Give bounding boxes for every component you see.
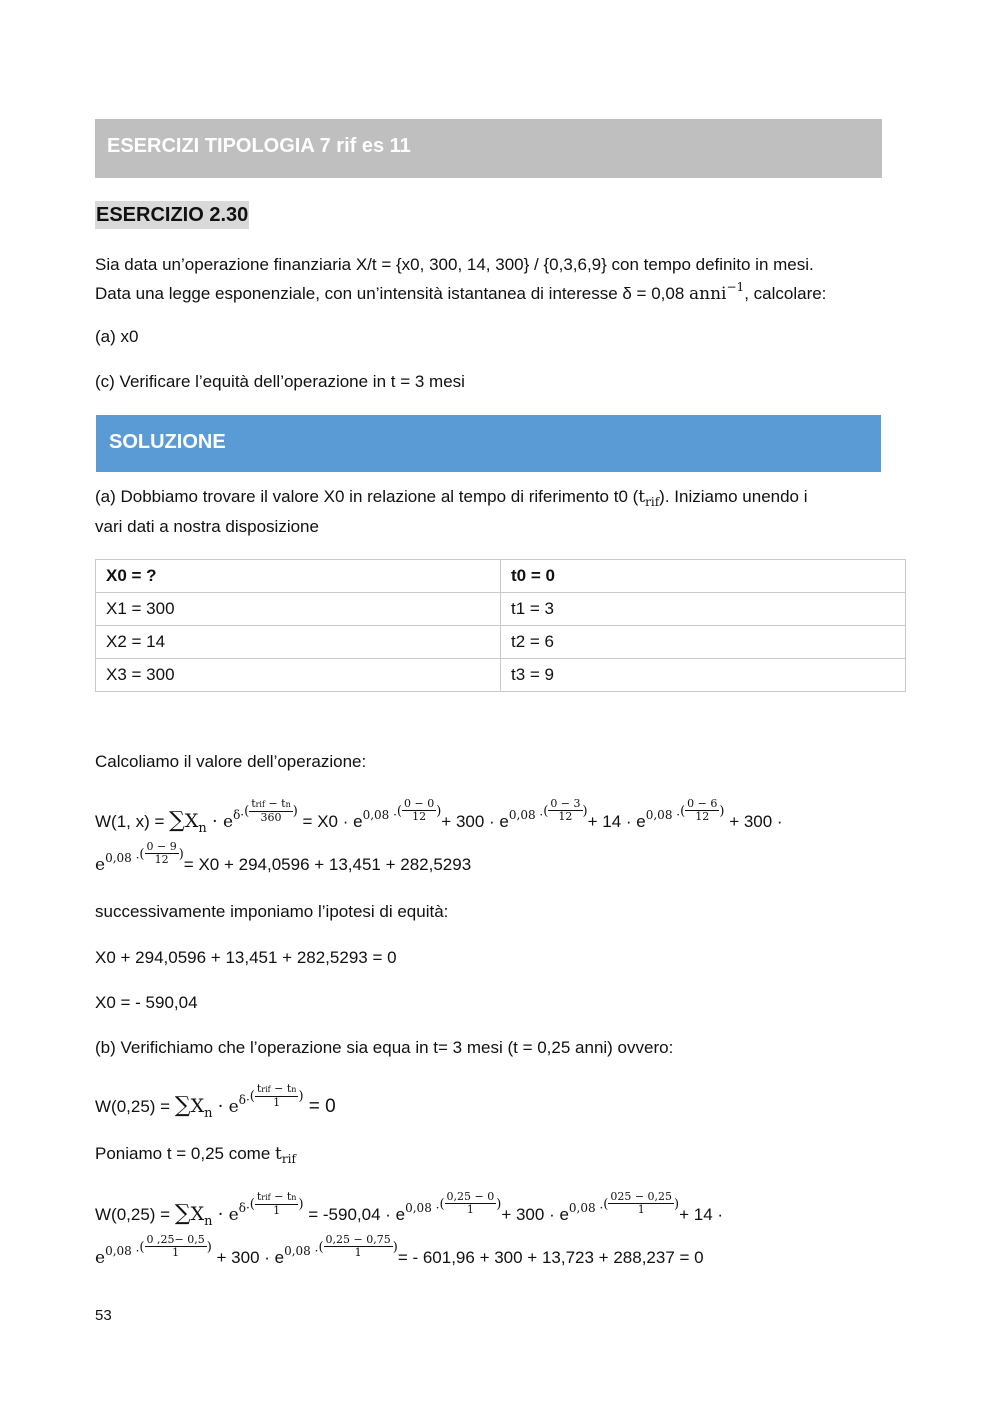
fraction: trif − tn 360 — [251, 796, 291, 824]
table-row — [96, 659, 906, 692]
fraction: $\frac{0,25 - 0,75}{1}$ — [325, 1233, 391, 1260]
data-table — [95, 559, 906, 692]
fraction: $\frac{0 - 9}{12}$ — [146, 840, 177, 867]
table-cell: X1 = 300 — [96, 593, 501, 626]
intro-line-1: Sia data un’operazione finanziaria X/t = {x0, 300, 14, 300} / {0,3,6,9} con tempo definito in mesi. — [95, 255, 814, 274]
intro-line-2: Data una legge esponenziale, con un’intensità istantanea di interesse δ = 0,08 anni$^{-1}$, calcolare: — [95, 280, 827, 304]
table-cell: X0 = ? — [96, 560, 501, 593]
fraction: $\frac{0,25 - 0}{1}$ — [446, 1190, 495, 1217]
fraction: trif − tn 1 — [256, 1081, 297, 1109]
fraction: $\frac{0 - 6}{12}$ — [687, 797, 718, 824]
fraction: $\frac{0 ,25- 0,5}{1}$ — [146, 1233, 205, 1260]
table-cell: X2 = 14 — [96, 626, 501, 659]
section-header — [95, 119, 882, 178]
fraction: $\frac{025 - 0,25}{1}$ — [610, 1190, 673, 1217]
equity-equation: X0 + 294,0596 + 13,451 + 282,5293 = 0 — [95, 948, 397, 967]
solution-header — [96, 415, 881, 472]
fraction: $\frac{0 - 3}{12}$ — [550, 797, 581, 824]
fraction: $\frac{0 - 0}{12}$ — [404, 797, 435, 824]
solution-a-line-2: vari dati a nostra disposizione — [95, 517, 319, 536]
table-row — [96, 626, 906, 659]
poniamo-line: Poniamo t = 0,25 come $t_{rif}$ — [95, 1144, 296, 1166]
calc-intro: Calcoliamo il valore dell’operazione: — [95, 752, 367, 771]
fraction: trif − tn 1 — [256, 1189, 297, 1217]
table-row — [96, 593, 906, 626]
equation-3-line-1: $W(0,25) = \sum X_n \cdot e^{\delta\cdot(}$ trif − tn 1 $^) = -590,04 \cdot e^{0,08 \cdot(}$ $\frac{0,25 - 0}{1}$ $^)+ 300 \cdot e^{0,08 \cdot(}$ $\frac{025 - 0,25}{1}$ )+ 14 · — [95, 1189, 724, 1229]
table-cell: X3 = 300 — [96, 659, 501, 692]
equation-2: $W(0,25) = \sum X_n \cdot e^{\delta\cdot(}$ trif − tn 1 ) = 0 — [95, 1081, 336, 1121]
x0-result: X0 = - 590,04 — [95, 993, 198, 1012]
table-cell: t1 = 3 — [501, 593, 906, 626]
table-cell: t2 = 6 — [501, 626, 906, 659]
solution-a-line-1: (a) Dobbiamo trovare il valore X0 in relazione al tempo di riferimento t0 $(t_{rif})$. Iniziamo unendo i — [95, 487, 808, 509]
item-a: (a) x0 — [95, 327, 139, 346]
exercise-title: ESERCIZIO 2.30 — [95, 201, 249, 229]
table-cell: t3 = 9 — [501, 659, 906, 692]
equation-1-line-2: $e^{0,08 \cdot(}$ $\frac{0 - 9}{12}$ )= X0 + 294,0596 + 13,451 + 282,5293 — [95, 840, 472, 875]
equity-intro: successivamente imponiamo l’ipotesi di equità: — [95, 902, 449, 921]
solution-b-intro: (b) Verifichiamo che l’operazione sia equa in t= 3 mesi (t = 0,25 anni) ovvero: — [95, 1038, 674, 1057]
section-header-text: ESERCIZI TIPOLOGIA 7 rif es 11 — [107, 135, 411, 157]
equation-1-line-1: W(1, $x) = \sum X_n \cdot e^{\delta\cdot(}$ trif − tn 360 $^) = X0 \cdot e^{0,08 \cdot(}$ $\frac{0 - 0}{12}$ $^)+ 300 \cdot e^{0,08 \cdot(}$ $\frac{0 - 3}{12}$ $^)+ 14 \cdot e^{0,08 \cdot(}$ $\frac{0 - 6}{12}$ ) + 300 · — [95, 796, 783, 836]
page-number: 53 — [95, 1307, 112, 1324]
table-cell: t0 = 0 — [501, 560, 906, 593]
equation-3-line-2: $e^{0,08 \cdot(}$ $\frac{0 ,25- 0,5}{1}$ $^) + 300 \cdot e^{0,08 \cdot(}$ $\frac{0,25 - 0,75}{1}$ )= - 601,96 + 300 + 13,723 + 288,237 = 0 — [95, 1233, 704, 1268]
solution-header-text: SOLUZIONE — [109, 431, 226, 453]
item-c: (c) Verificare l’equità dell’operazione in t = 3 mesi — [95, 372, 465, 391]
table-row — [96, 560, 906, 593]
